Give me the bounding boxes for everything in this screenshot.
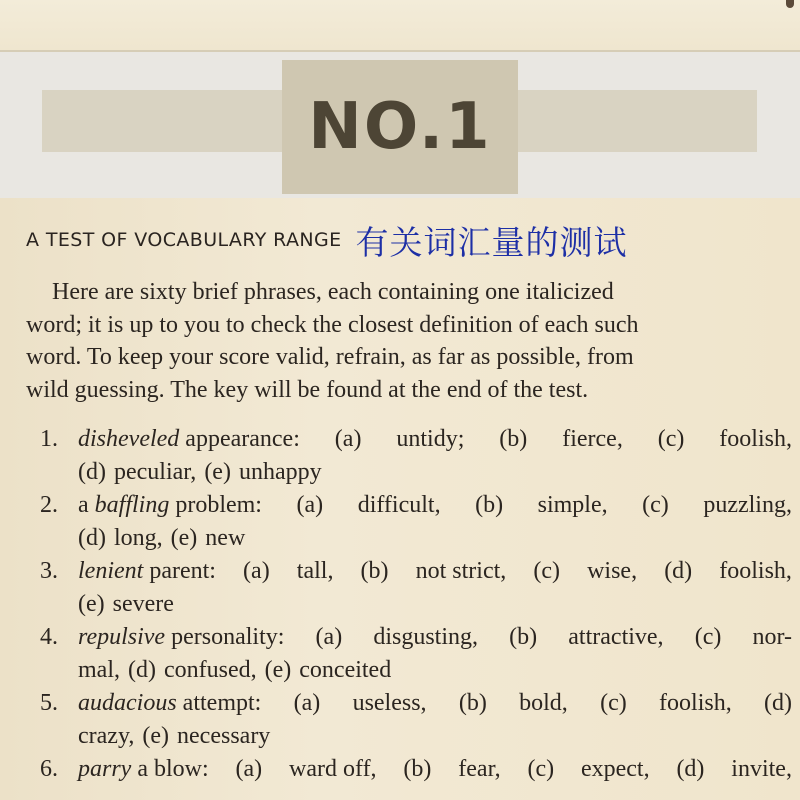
page-corner-mark bbox=[786, 0, 794, 8]
italic-keyword: repulsive bbox=[78, 624, 166, 650]
question-token: foolish, bbox=[659, 690, 732, 716]
question-token: (c) bbox=[657, 426, 685, 452]
question-token: simple, bbox=[537, 492, 608, 518]
answer-option: (d) long, bbox=[78, 525, 163, 551]
question-token: (c) bbox=[533, 558, 560, 584]
question-line-1 bbox=[78, 423, 792, 456]
answer-option: (d) peculiar, bbox=[78, 459, 197, 485]
question-token: (b) bbox=[458, 690, 487, 716]
intro-line: word. To keep your score valid, refrain, as far as possible, from bbox=[26, 344, 634, 370]
question-token: wise, bbox=[587, 558, 638, 584]
banner-title: NO.1 bbox=[308, 90, 492, 164]
question-token: parent: bbox=[149, 558, 216, 584]
question-token: (c) bbox=[694, 624, 722, 650]
heading-english: A TEST OF VOCABULARY RANGE bbox=[26, 229, 342, 251]
question-token: problem: bbox=[175, 492, 262, 518]
question-token: nor- bbox=[752, 624, 792, 650]
question-item bbox=[40, 621, 792, 687]
question-token: difficult, bbox=[357, 492, 441, 518]
question-token: useless, bbox=[352, 690, 427, 716]
book-page bbox=[0, 198, 800, 800]
question-token: ward off, bbox=[289, 756, 377, 782]
question-lead bbox=[78, 753, 209, 786]
question-item bbox=[40, 753, 792, 786]
question-number: 5. bbox=[40, 690, 58, 716]
question-token: foolish, bbox=[719, 426, 792, 452]
question-line-2 bbox=[78, 720, 792, 753]
question-token: fear, bbox=[458, 756, 501, 782]
italic-keyword: parry bbox=[78, 756, 132, 782]
answer-option: crazy, bbox=[78, 723, 135, 749]
question-number: 6. bbox=[40, 756, 58, 782]
answer-option: (e) necessary bbox=[142, 723, 271, 749]
question-number: 1. bbox=[40, 426, 58, 452]
intro-line: word; it is up to you to check the closest definition of each such bbox=[26, 311, 639, 338]
question-token: not strict, bbox=[415, 558, 507, 584]
question-token: a blow: bbox=[137, 756, 209, 782]
question-lead bbox=[78, 555, 216, 588]
question-token: personality: bbox=[171, 624, 285, 650]
question-line-2 bbox=[78, 456, 792, 489]
italic-keyword: audacious bbox=[78, 690, 177, 716]
question-token: foolish, bbox=[719, 558, 792, 584]
italic-keyword: baffling bbox=[94, 492, 170, 518]
italic-keyword: disheveled bbox=[78, 426, 180, 452]
question-token: puzzling, bbox=[703, 492, 792, 518]
answer-option: mal, bbox=[78, 657, 120, 683]
question-token: (a) bbox=[315, 624, 343, 650]
question-token: (a) bbox=[293, 690, 321, 716]
answer-option: (e) severe bbox=[78, 591, 174, 617]
question-token: (b) bbox=[360, 558, 389, 584]
question-line-2 bbox=[78, 522, 792, 555]
question-token: attractive, bbox=[568, 624, 664, 650]
question-item bbox=[40, 555, 792, 621]
question-prefix: a bbox=[78, 492, 89, 518]
section-heading bbox=[26, 218, 786, 262]
question-token: disgusting, bbox=[373, 624, 479, 650]
question-line-1 bbox=[78, 621, 792, 654]
italic-keyword: lenient bbox=[78, 558, 144, 584]
question-line-2 bbox=[78, 588, 792, 621]
question-item bbox=[40, 687, 792, 753]
question-token: expect, bbox=[580, 756, 650, 782]
question-line-1 bbox=[78, 555, 792, 588]
heading-chinese: 有关词汇量的测试 bbox=[355, 222, 628, 262]
question-list bbox=[40, 423, 792, 786]
question-token: (c) bbox=[642, 492, 669, 518]
question-lead bbox=[78, 423, 300, 456]
question-token: (c) bbox=[527, 756, 555, 782]
question-token: tall, bbox=[296, 558, 334, 584]
answer-option: (e) conceited bbox=[264, 657, 392, 683]
question-item bbox=[40, 423, 792, 489]
question-token: invite, bbox=[731, 756, 792, 782]
question-token: (b) bbox=[509, 624, 538, 650]
question-token: (d) bbox=[664, 558, 693, 584]
question-number: 3. bbox=[40, 558, 58, 584]
question-token: (a) bbox=[243, 558, 270, 584]
question-token: (a) bbox=[235, 756, 263, 782]
question-token: (b) bbox=[403, 756, 432, 782]
question-token: attempt: bbox=[182, 690, 262, 716]
question-line-2 bbox=[78, 654, 792, 687]
question-number: 2. bbox=[40, 492, 58, 518]
intro-paragraph bbox=[26, 276, 792, 406]
question-token: (b) bbox=[475, 492, 504, 518]
question-line-1 bbox=[78, 687, 792, 720]
question-lead bbox=[78, 687, 261, 720]
question-lead bbox=[78, 489, 262, 522]
answer-option: (d) confused, bbox=[128, 657, 257, 683]
question-line-1 bbox=[78, 489, 792, 522]
question-token: appearance: bbox=[185, 426, 300, 452]
intro-line: wild guessing. The key will be found at the end of the test. bbox=[26, 376, 589, 403]
previous-page-edge bbox=[0, 0, 800, 52]
question-token: (d) bbox=[676, 756, 705, 782]
question-line-1 bbox=[78, 753, 792, 786]
question-token: untidy; bbox=[396, 426, 465, 452]
question-token: bold, bbox=[519, 690, 568, 716]
question-lead bbox=[78, 621, 284, 654]
question-number: 4. bbox=[40, 624, 58, 650]
question-token: (a) bbox=[296, 492, 324, 518]
question-token: fierce, bbox=[562, 426, 623, 452]
question-token: (b) bbox=[499, 426, 528, 452]
question-token: (a) bbox=[334, 426, 362, 452]
answer-option: (e) unhappy bbox=[204, 459, 322, 485]
answer-option: (e) new bbox=[170, 525, 246, 551]
intro-line: Here are sixty brief phrases, each containing one italicized bbox=[52, 279, 614, 305]
question-token: (c) bbox=[600, 690, 627, 716]
question-item bbox=[40, 489, 792, 555]
question-token: (d) bbox=[764, 690, 792, 716]
